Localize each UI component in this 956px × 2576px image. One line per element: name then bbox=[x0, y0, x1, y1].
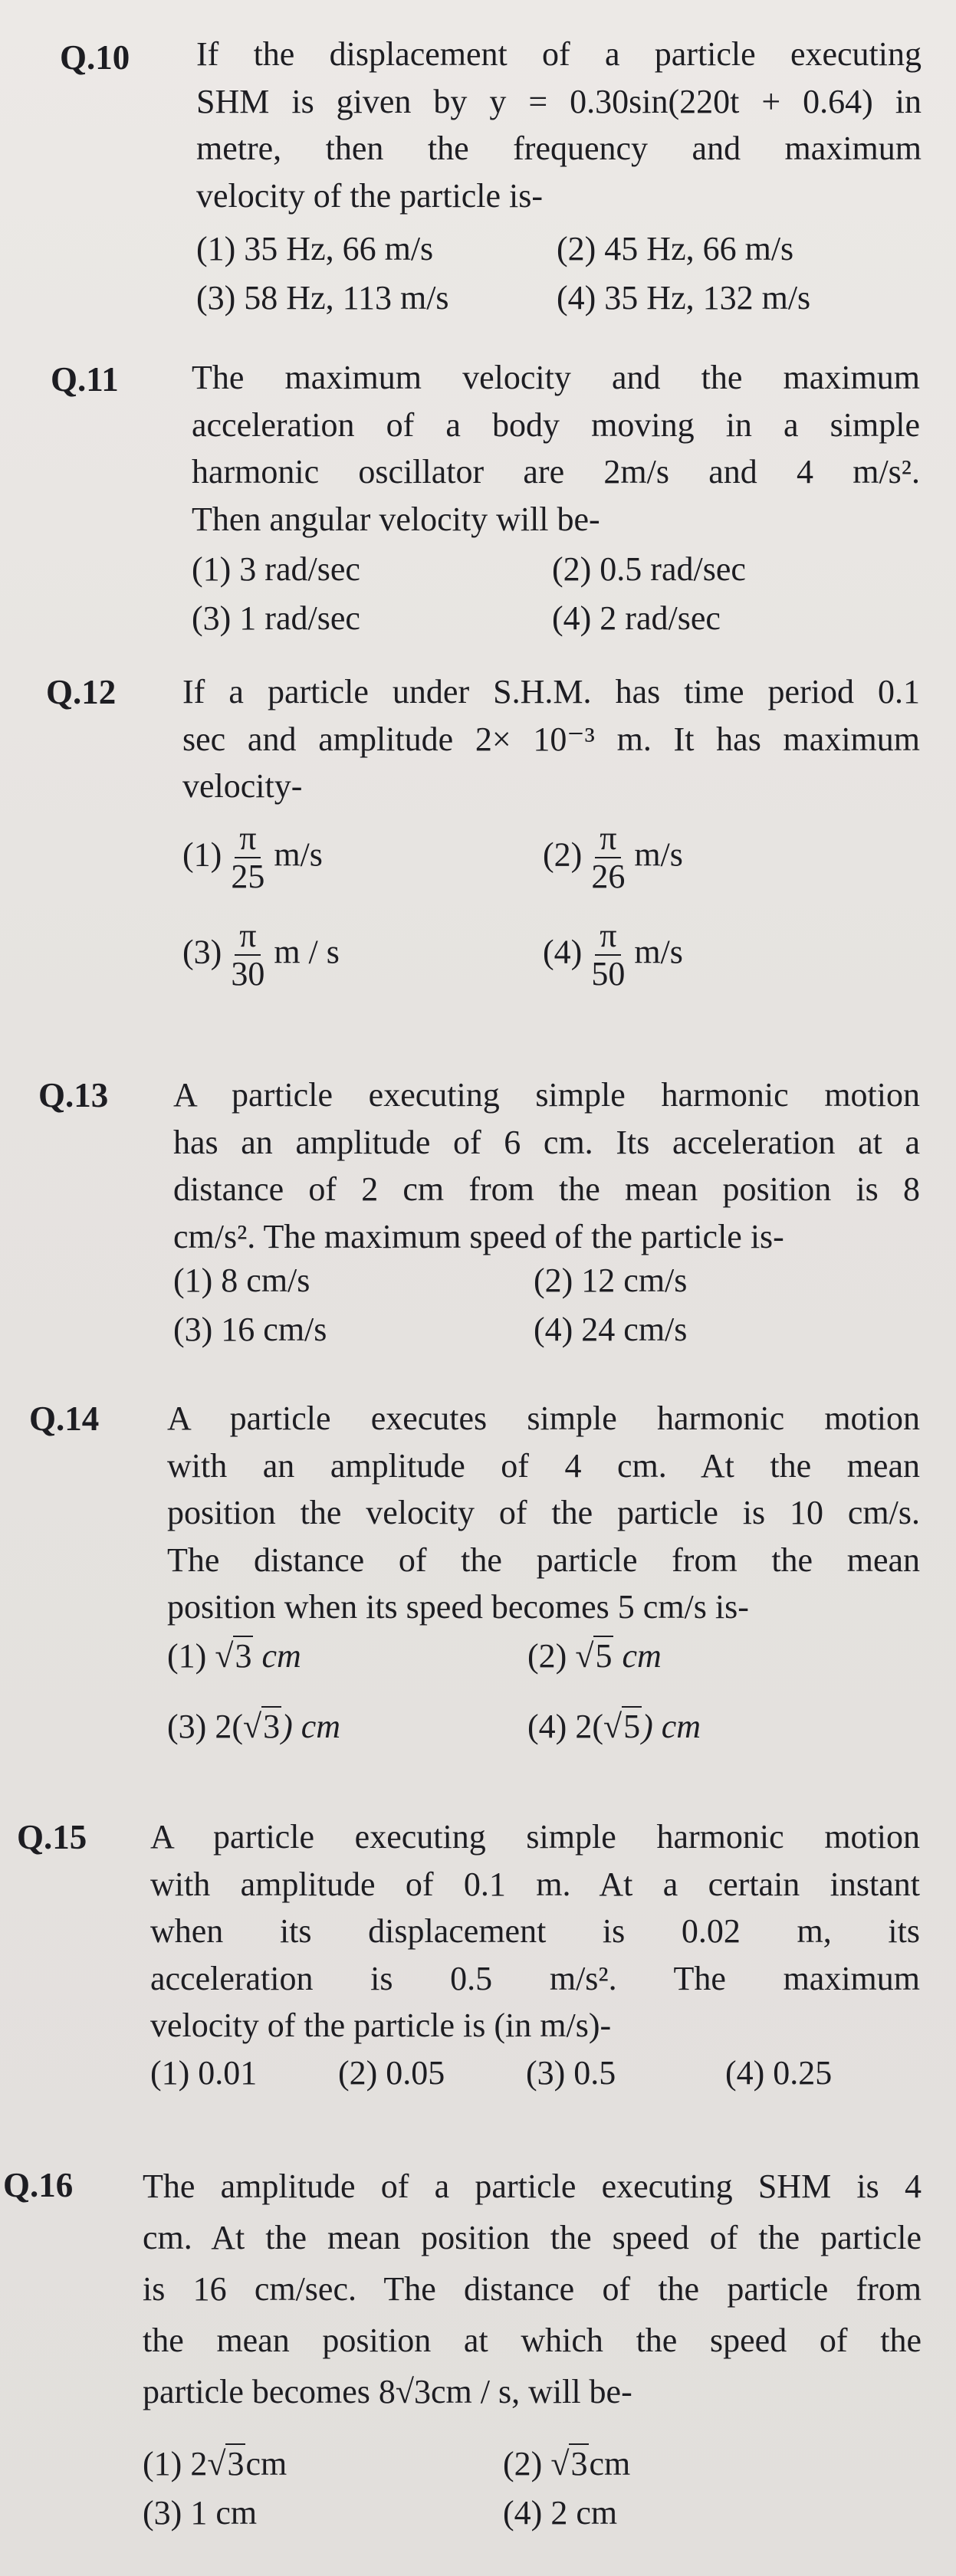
fraction-numerator: π bbox=[595, 820, 621, 858]
fraction bbox=[226, 820, 269, 896]
stem-line: distance of 2 cm from the mean position is 8 bbox=[173, 1170, 920, 1209]
stem-line: velocity- bbox=[182, 767, 303, 806]
option[interactable]: (4) 0.25 bbox=[725, 2054, 833, 2092]
option[interactable]: (1) 3 rad/sec bbox=[192, 550, 360, 588]
question-stem bbox=[173, 1071, 920, 1260]
fraction bbox=[586, 917, 629, 993]
question-number: Q.11 bbox=[51, 360, 119, 399]
option[interactable] bbox=[182, 820, 543, 896]
stem-line: sec and amplitude 2× 10⁻³ m. It has maximum bbox=[182, 720, 920, 758]
option[interactable]: (2) 0.5 rad/sec bbox=[552, 550, 746, 588]
option-label: (1) bbox=[167, 1637, 207, 1675]
option[interactable]: (3) 58 Hz, 113 m/s bbox=[196, 278, 449, 317]
stem-line: the mean position at which the speed of the bbox=[143, 2321, 922, 2359]
question-stem bbox=[167, 1395, 920, 1631]
stem-line: with amplitude of 0.1 m. At a certain instant bbox=[150, 1865, 920, 1903]
option[interactable]: (1) 8 cm/s bbox=[173, 1262, 310, 1299]
options-list bbox=[143, 2440, 863, 2536]
radicand: 3 bbox=[570, 2445, 588, 2482]
stem-line: when its displacement is 0.02 m, its bbox=[150, 1912, 920, 1951]
option[interactable]: (4) 2 rad/sec bbox=[552, 599, 721, 637]
option[interactable] bbox=[503, 2489, 863, 2537]
options-list bbox=[167, 1633, 888, 1750]
option[interactable]: (4) 35 Hz, 132 m/s bbox=[557, 278, 811, 317]
option[interactable] bbox=[543, 820, 903, 896]
option-label: (1) bbox=[143, 2445, 182, 2482]
fraction bbox=[226, 917, 269, 993]
option-unit: cm bbox=[589, 2445, 631, 2482]
fraction-denominator: 26 bbox=[591, 858, 626, 896]
option[interactable] bbox=[503, 2440, 863, 2488]
stem-line: acceleration of a body moving in a simple bbox=[192, 405, 920, 444]
fraction-numerator: π bbox=[235, 820, 261, 858]
option-unit: m/s bbox=[634, 835, 683, 874]
stem-line: harmonic oscillator are 2m/s and 4 m/s². bbox=[192, 453, 920, 491]
question-number: Q.14 bbox=[29, 1400, 100, 1438]
question-stem bbox=[150, 1813, 920, 2049]
stem-line: The distance of the particle from the mean bbox=[167, 1541, 920, 1579]
question-number: Q.15 bbox=[17, 1818, 87, 1856]
option-unit: cm bbox=[253, 1637, 301, 1675]
option-prefix: 2( bbox=[575, 1707, 603, 1745]
stem-line: If the displacement of a particle executing bbox=[196, 35, 922, 73]
stem-line: particle becomes 8√3cm / s, will be- bbox=[143, 2372, 632, 2410]
question-number: Q.13 bbox=[38, 1076, 109, 1114]
stem-line: with an amplitude of 4 cm. At the mean bbox=[167, 1446, 920, 1485]
option-unit: m/s bbox=[274, 835, 323, 874]
radicand: 3 bbox=[263, 1707, 281, 1745]
option[interactable]: (3) 16 cm/s bbox=[173, 1310, 327, 1348]
option[interactable] bbox=[527, 1703, 888, 1751]
stem-line: A particle executing simple harmonic motion bbox=[150, 1818, 920, 1856]
question-number: Q.16 bbox=[3, 2166, 74, 2204]
option-label: (4) bbox=[503, 2493, 543, 2532]
option-label: (2) bbox=[503, 2445, 543, 2482]
question-stem bbox=[196, 31, 922, 219]
option[interactable]: (3) 1 rad/sec bbox=[192, 599, 360, 637]
question-stem bbox=[192, 354, 920, 543]
sqrt: √5 bbox=[575, 1637, 613, 1675]
option[interactable] bbox=[143, 2489, 503, 2537]
stem-line: If a particle under S.H.M. has time period 0.1 bbox=[182, 673, 920, 710]
option[interactable] bbox=[543, 917, 903, 993]
sqrt: √3 bbox=[215, 1637, 252, 1675]
option-label: (3) bbox=[182, 933, 222, 971]
stem-line: velocity of the particle is- bbox=[196, 176, 544, 215]
stem-line: The maximum velocity and the maximum bbox=[192, 359, 920, 396]
fraction-numerator: π bbox=[235, 917, 261, 956]
radicand: 3 bbox=[227, 2445, 245, 2482]
option-text: 2 cm bbox=[550, 2493, 618, 2532]
stem-line: SHM is given by y = 0.30sin(220t + 0.64) in bbox=[196, 82, 922, 120]
stem-line: position the velocity of the particle is 10 cm/s. bbox=[167, 1494, 920, 1532]
options-list bbox=[196, 225, 917, 321]
option[interactable] bbox=[182, 917, 543, 993]
option-label: (2) bbox=[543, 835, 583, 874]
option-label: (4) bbox=[543, 933, 583, 971]
option[interactable]: (1) 35 Hz, 66 m/s bbox=[196, 230, 434, 267]
question-stem bbox=[182, 668, 920, 810]
options-list bbox=[182, 820, 903, 993]
question-number: Q.12 bbox=[46, 673, 117, 711]
option-prefix: 2( bbox=[215, 1707, 243, 1745]
option[interactable]: (2) 45 Hz, 66 m/s bbox=[557, 230, 794, 267]
stem-line: The amplitude of a particle executing SHM is 4 bbox=[143, 2167, 922, 2205]
fraction bbox=[586, 820, 629, 896]
stem-line: velocity of the particle is (in m/s)- bbox=[150, 2007, 612, 2045]
options-list bbox=[173, 1257, 894, 1353]
stem-line: has an amplitude of 6 cm. Its acceleration at a bbox=[173, 1123, 920, 1161]
radicand: 3 bbox=[235, 1637, 252, 1675]
question-stem bbox=[143, 2161, 922, 2417]
stem-line: metre, then the frequency and maximum bbox=[196, 130, 922, 168]
option-text: 1 cm bbox=[190, 2493, 258, 2532]
fraction-numerator: π bbox=[595, 917, 621, 956]
option[interactable] bbox=[167, 1633, 527, 1680]
option[interactable]: (2) 0.05 bbox=[338, 2054, 445, 2092]
stem-line: acceleration is 0.5 m/s². The maximum bbox=[150, 1959, 920, 1997]
sqrt: √3 bbox=[207, 2445, 245, 2482]
option-unit: m/s bbox=[634, 933, 683, 971]
option-label: (1) bbox=[182, 835, 222, 874]
option[interactable] bbox=[527, 1633, 888, 1680]
stem-line: Then angular velocity will be- bbox=[192, 500, 600, 538]
options-list bbox=[192, 546, 912, 642]
option[interactable]: (3) 0.5 bbox=[526, 2054, 616, 2092]
sqrt: √3 bbox=[242, 1707, 281, 1745]
option-label: (4) bbox=[527, 1707, 567, 1745]
option[interactable]: (1) 0.01 bbox=[150, 2054, 258, 2092]
stem-line: is 16 cm/sec. The distance of the particle from bbox=[143, 2269, 922, 2308]
option-unit: ) cm bbox=[642, 1707, 701, 1745]
fraction-denominator: 50 bbox=[591, 955, 626, 993]
radicand: 5 bbox=[623, 1707, 641, 1745]
question-number: Q.10 bbox=[60, 38, 130, 77]
option[interactable] bbox=[143, 2440, 503, 2488]
option-label: (3) bbox=[143, 2493, 182, 2532]
option-unit: ) cm bbox=[281, 1707, 341, 1745]
stem-line: A particle executing simple harmonic motion bbox=[173, 1076, 920, 1114]
radicand: 5 bbox=[595, 1637, 613, 1675]
option-unit: cm bbox=[613, 1637, 662, 1675]
option-label: (2) bbox=[527, 1637, 567, 1675]
stem-line: position when its speed becomes 5 cm/s is- bbox=[167, 1588, 749, 1626]
stem-line: cm/s². The maximum speed of the particle is- bbox=[173, 1217, 784, 1255]
stem-line: A particle executes simple harmonic motion bbox=[167, 1400, 920, 1437]
sqrt: √5 bbox=[603, 1707, 641, 1745]
fraction-denominator: 25 bbox=[231, 858, 265, 896]
option-unit: cm bbox=[245, 2445, 287, 2482]
fraction-denominator: 30 bbox=[231, 955, 265, 993]
option-prefix: 2 bbox=[190, 2445, 208, 2482]
option[interactable]: (2) 12 cm/s bbox=[534, 1262, 688, 1299]
option[interactable] bbox=[167, 1703, 527, 1751]
stem-line: cm. At the mean position the speed of the particle bbox=[143, 2218, 922, 2256]
option[interactable]: (4) 24 cm/s bbox=[534, 1310, 688, 1348]
option-unit: m / s bbox=[274, 933, 340, 971]
sqrt: √3 bbox=[550, 2445, 588, 2482]
options-list bbox=[150, 2049, 909, 2097]
option-label: (3) bbox=[167, 1707, 207, 1745]
